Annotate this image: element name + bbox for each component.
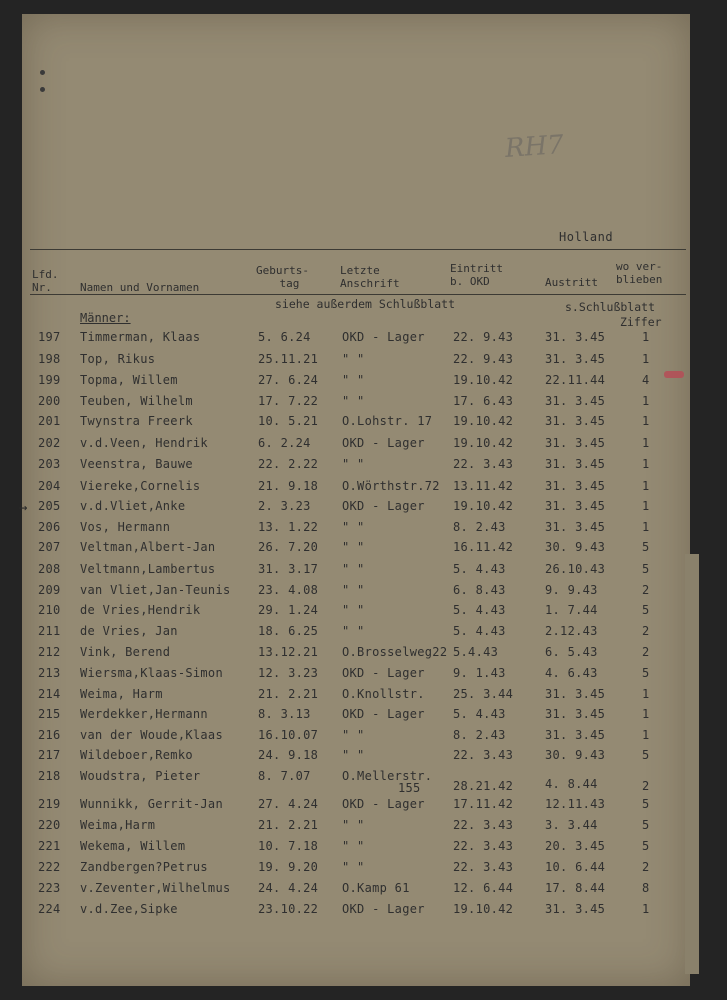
- cell-geb: 31. 3.17: [258, 562, 319, 576]
- cell-name: Weima,Harm: [80, 818, 156, 832]
- cell-ans: O.Brosselweg22: [342, 645, 448, 659]
- header-geb-line1: Geburts-: [256, 264, 309, 277]
- cell-geb: 21. 2.21: [258, 818, 319, 832]
- cell-name: de Vries, Jan: [80, 624, 178, 638]
- cell-aus: 31. 3.45: [545, 394, 606, 408]
- cell-ein: 19.10.42: [453, 373, 514, 387]
- table-row: [0, 881, 727, 901]
- cell-aus: 4. 6.43: [545, 666, 598, 680]
- archive-stamp: RH7: [504, 129, 565, 165]
- arrow-marker-icon: →: [19, 500, 28, 516]
- table-row: [0, 583, 727, 603]
- cell-geb: 27. 4.24: [258, 797, 319, 811]
- cell-aus: 6. 5.43: [545, 645, 598, 659]
- cell-ein: 8. 2.43: [453, 520, 506, 534]
- cell-ans: OKD - Lager: [342, 902, 425, 916]
- header-bottom-rule: [30, 294, 686, 295]
- cell-z: 5: [642, 603, 650, 617]
- cell-nr: 221: [38, 839, 61, 853]
- cell-nr: 205: [38, 499, 61, 513]
- cell-aus: 9. 9.43: [545, 583, 598, 597]
- cell-ein: 19.10.42: [453, 902, 514, 916]
- cell-geb: 8. 7.07: [258, 769, 311, 783]
- cell-aus: 31. 3.45: [545, 520, 606, 534]
- cell-ein: 6. 8.43: [453, 583, 506, 597]
- cell-ans: " ": [342, 562, 365, 576]
- cell-aus: 31. 3.45: [545, 457, 606, 471]
- cell-z: 2: [642, 624, 650, 638]
- cell-ans: " ": [342, 394, 365, 408]
- table-row: [0, 902, 727, 922]
- cell-ans: " ": [342, 457, 365, 471]
- table-row: [0, 860, 727, 880]
- cell-aus: 3. 3.44: [545, 818, 598, 832]
- header-geburtstag: [256, 264, 309, 290]
- cell-z: 1: [642, 520, 650, 534]
- cell-ein: 13.11.42: [453, 479, 514, 493]
- table-row: [0, 394, 727, 414]
- cell-name: van der Woude,Klaas: [80, 728, 223, 742]
- cell-ans: " ": [342, 860, 365, 874]
- red-mark: [664, 371, 684, 378]
- cell-z: 1: [642, 436, 650, 450]
- header-ans-line2: Anschrift: [340, 277, 400, 290]
- cell-nr: 216: [38, 728, 61, 742]
- country-label: Holland: [559, 230, 614, 244]
- cell-name: v.Zeventer,Wilhelmus: [80, 881, 231, 895]
- cell-nr: 197: [38, 330, 61, 344]
- cell-geb: 25.11.21: [258, 352, 319, 366]
- cell-aus: 31. 3.45: [545, 728, 606, 742]
- table-row: [0, 562, 727, 582]
- cell-nr: 198: [38, 352, 61, 366]
- table-row: [0, 373, 727, 393]
- cell-aus: 10. 6.44: [545, 860, 606, 874]
- cell-ans: OKD - Lager: [342, 707, 425, 721]
- header-name: Namen und Vornamen: [80, 281, 200, 294]
- cell-ein: 22. 3.43: [453, 457, 514, 471]
- cell-geb: 21. 9.18: [258, 479, 319, 493]
- table-row: [0, 839, 727, 859]
- cell-nr: 222: [38, 860, 61, 874]
- cell-name: Werdekker,Hermann: [80, 707, 208, 721]
- cell-z: 5: [642, 666, 650, 680]
- header-lfd: [32, 268, 59, 294]
- cell-ein: 19.10.42: [453, 436, 514, 450]
- cell-z: 1: [642, 457, 650, 471]
- table-row: [0, 330, 727, 350]
- header-geb-line2: tag: [279, 277, 300, 290]
- cell-ans: " ": [342, 818, 365, 832]
- table-row: [0, 603, 727, 623]
- cell-z: 1: [642, 414, 650, 428]
- cell-nr: 204: [38, 479, 61, 493]
- header-eintritt: [450, 262, 503, 288]
- cell-nr: 199: [38, 373, 61, 387]
- table-row: [0, 352, 727, 372]
- header-wo-verblieben: [616, 260, 662, 286]
- cell-nr: 219: [38, 797, 61, 811]
- cell-geb: 19. 9.20: [258, 860, 319, 874]
- cell-aus: 2.12.43: [545, 624, 598, 638]
- cell-z: 2: [642, 779, 650, 793]
- table-row: [0, 687, 727, 707]
- cell-ein: 5.4.43: [453, 645, 499, 659]
- header-ans-line1: Letzte: [340, 264, 380, 277]
- cell-name: Top, Rikus: [80, 352, 156, 366]
- cell-name: Wekema, Willem: [80, 839, 186, 853]
- cell-ein: 17.11.42: [453, 797, 514, 811]
- cell-geb: 2. 3.23: [258, 499, 311, 513]
- table-row: [0, 707, 727, 727]
- cell-nr: 212: [38, 645, 61, 659]
- cell-z: 5: [642, 562, 650, 576]
- cell-name: v.d.Zee,Sipke: [80, 902, 178, 916]
- cell-ans: " ": [342, 352, 365, 366]
- cell-name: Timmerman, Klaas: [80, 330, 201, 344]
- cell-nr: 200: [38, 394, 61, 408]
- cell-nr: 210: [38, 603, 61, 617]
- cell-geb: 23. 4.08: [258, 583, 319, 597]
- cell-z: 1: [642, 330, 650, 344]
- cell-z: 1: [642, 728, 650, 742]
- cell-ans: " ": [342, 540, 365, 554]
- cell-nr: 203: [38, 457, 61, 471]
- cell-ans: OKD - Lager: [342, 666, 425, 680]
- cell-aus: 31. 3.45: [545, 479, 606, 493]
- ziffer-label: Ziffer: [620, 315, 662, 329]
- cell-geb: 6. 2.24: [258, 436, 311, 450]
- cell-aus: 20. 3.45: [545, 839, 606, 853]
- cell-name: Zandbergen?Petrus: [80, 860, 208, 874]
- cell-ein: 22. 9.43: [453, 330, 514, 344]
- cell-ein: 8. 2.43: [453, 728, 506, 742]
- cell-ein: 22. 3.43: [453, 818, 514, 832]
- cell-name: Vos, Hermann: [80, 520, 171, 534]
- cell-geb: 24. 9.18: [258, 748, 319, 762]
- cell-aus: 31. 3.45: [545, 330, 606, 344]
- cell-geb: 17. 7.22: [258, 394, 319, 408]
- table-row: [0, 728, 727, 748]
- note-right: s.Schlußblatt: [565, 300, 656, 314]
- cell-geb: 24. 4.24: [258, 881, 319, 895]
- cell-z: 8: [642, 881, 650, 895]
- cell-name: v.d.Veen, Hendrik: [80, 436, 208, 450]
- cell-aus: 30. 9.43: [545, 540, 606, 554]
- cell-ans: O.Mellerstr.: [342, 769, 433, 783]
- header-wo-line1: wo ver-: [616, 260, 663, 273]
- table-row: [0, 666, 727, 686]
- cell-ein: 19.10.42: [453, 499, 514, 513]
- cell-geb: 26. 7.20: [258, 540, 319, 554]
- cell-ein: 22. 3.43: [453, 839, 514, 853]
- cell-ein: 22. 3.43: [453, 748, 514, 762]
- cell-z: 2: [642, 645, 650, 659]
- cell-name: Veltman,Albert-Jan: [80, 540, 216, 554]
- cell-nr: 214: [38, 687, 61, 701]
- cell-aus: 31. 3.45: [545, 499, 606, 513]
- cell-z: 4: [642, 373, 650, 387]
- cell-aus: 31. 3.45: [545, 352, 606, 366]
- cell-aus: 22.11.44: [545, 373, 606, 387]
- cell-name: Vink, Berend: [80, 645, 171, 659]
- cell-name: Woudstra, Pieter: [80, 769, 201, 783]
- cell-geb: 23.10.22: [258, 902, 319, 916]
- cell-name: Weima, Harm: [80, 687, 163, 701]
- cell-name: Twynstra Freerk: [80, 414, 193, 428]
- table-row: [0, 479, 727, 499]
- cell-aus: 30. 9.43: [545, 748, 606, 762]
- cell-nr: 207: [38, 540, 61, 554]
- cell-ein: 5. 4.43: [453, 707, 506, 721]
- cell-name: Wiersma,Klaas-Simon: [80, 666, 223, 680]
- table-row: [0, 540, 727, 560]
- cell-ans: " ": [342, 603, 365, 617]
- cell-nr: 220: [38, 818, 61, 832]
- cell-ein: 19.10.42: [453, 414, 514, 428]
- cell-aus: 1. 7.44: [545, 603, 598, 617]
- table-row: [0, 769, 727, 795]
- cell-ans: " ": [342, 373, 365, 387]
- cell-geb: 16.10.07: [258, 728, 319, 742]
- cell-nr: 202: [38, 436, 61, 450]
- cell-ans: O.Lohstr. 17: [342, 414, 433, 428]
- cell-ein: 9. 1.43: [453, 666, 506, 680]
- cell-nr: 208: [38, 562, 61, 576]
- cell-name: Viereke,Cornelis: [80, 479, 201, 493]
- cell-ein: 28.21.42: [453, 779, 514, 793]
- cell-z: 5: [642, 540, 650, 554]
- cell-geb: 5. 6.24: [258, 330, 311, 344]
- cell-nr: 209: [38, 583, 61, 597]
- cell-aus: 31. 3.45: [545, 414, 606, 428]
- note-schlussblatt: siehe außerdem Schlußblatt: [275, 297, 456, 311]
- cell-ein: 17. 6.43: [453, 394, 514, 408]
- table-row: [0, 499, 727, 519]
- cell-ein: 5. 4.43: [453, 603, 506, 617]
- cell-geb: 22. 2.22: [258, 457, 319, 471]
- table-row: [0, 457, 727, 477]
- cell-aus: 26.10.43: [545, 562, 606, 576]
- header-anschrift: [340, 264, 400, 290]
- cell-name: Wunnikk, Gerrit-Jan: [80, 797, 223, 811]
- cell-ein: 16.11.42: [453, 540, 514, 554]
- cell-nr: 211: [38, 624, 61, 638]
- cell-name: Veenstra, Bauwe: [80, 457, 193, 471]
- table-row: [0, 797, 727, 817]
- section-maenner: Männer:: [80, 311, 131, 325]
- cell-z: 1: [642, 352, 650, 366]
- header-wo-line2: blieben: [616, 273, 663, 286]
- cell-geb: 10. 5.21: [258, 414, 319, 428]
- header-ein-line2: b. OKD: [450, 275, 490, 288]
- cell-nr: 217: [38, 748, 61, 762]
- cell-nr: 201: [38, 414, 61, 428]
- cell-z: 5: [642, 818, 650, 832]
- cell-name: Topma, Willem: [80, 373, 178, 387]
- cell-ans: O.Wörthstr.72: [342, 479, 440, 493]
- header-ein-line1: Eintritt: [450, 262, 503, 275]
- cell-geb: 13.12.21: [258, 645, 319, 659]
- cell-aus: 31. 3.45: [545, 902, 606, 916]
- cell-nr: 213: [38, 666, 61, 680]
- cell-ein: 22. 3.43: [453, 860, 514, 874]
- cell-ans: O.Knollstr.: [342, 687, 425, 701]
- cell-aus: 17. 8.44: [545, 881, 606, 895]
- cell-z: 1: [642, 499, 650, 513]
- cell-name: de Vries,Hendrik: [80, 603, 201, 617]
- cell-ans-line2: 155: [398, 781, 421, 795]
- cell-ans: " ": [342, 624, 365, 638]
- cell-ans: " ": [342, 748, 365, 762]
- cell-name: Teuben, Wilhelm: [80, 394, 193, 408]
- cell-geb: 13. 1.22: [258, 520, 319, 534]
- cell-z: 5: [642, 748, 650, 762]
- cell-ein: 25. 3.44: [453, 687, 514, 701]
- cell-ein: 5. 4.43: [453, 562, 506, 576]
- table-row: [0, 748, 727, 768]
- table-row: [0, 414, 727, 434]
- cell-aus: 4. 8.44: [545, 777, 598, 791]
- cell-name: Wildeboer,Remko: [80, 748, 193, 762]
- cell-nr: 218: [38, 769, 61, 783]
- header-austritt: Austritt: [545, 276, 598, 289]
- cell-name: van Vliet,Jan-Teunis: [80, 583, 231, 597]
- cell-geb: 21. 2.21: [258, 687, 319, 701]
- cell-name: Veltmann,Lambertus: [80, 562, 216, 576]
- cell-ans: " ": [342, 839, 365, 853]
- cell-aus: 31. 3.45: [545, 436, 606, 450]
- cell-z: 2: [642, 860, 650, 874]
- table-row: [0, 624, 727, 644]
- cell-nr: 224: [38, 902, 61, 916]
- cell-geb: 12. 3.23: [258, 666, 319, 680]
- cell-ans: " ": [342, 728, 365, 742]
- cell-name: v.d.Vliet,Anke: [80, 499, 186, 513]
- cell-ein: 22. 9.43: [453, 352, 514, 366]
- cell-nr: 206: [38, 520, 61, 534]
- cell-ans: OKD - Lager: [342, 330, 425, 344]
- cell-nr: 215: [38, 707, 61, 721]
- cell-aus: 12.11.43: [545, 797, 606, 811]
- cell-ein: 12. 6.44: [453, 881, 514, 895]
- cell-geb: 10. 7.18: [258, 839, 319, 853]
- cell-z: 5: [642, 839, 650, 853]
- header-lfd-line1: Lfd.: [32, 268, 59, 281]
- cell-ans: " ": [342, 520, 365, 534]
- header-top-rule: [30, 249, 686, 250]
- cell-geb: 18. 6.25: [258, 624, 319, 638]
- table-row: [0, 436, 727, 456]
- cell-ein: 5. 4.43: [453, 624, 506, 638]
- table-row: [0, 520, 727, 540]
- cell-z: 1: [642, 479, 650, 493]
- cell-z: 5: [642, 797, 650, 811]
- cell-geb: 29. 1.24: [258, 603, 319, 617]
- cell-aus: 31. 3.45: [545, 707, 606, 721]
- cell-z: 1: [642, 902, 650, 916]
- cell-ans: OKD - Lager: [342, 499, 425, 513]
- table-row: [0, 645, 727, 665]
- table-row: [0, 818, 727, 838]
- header-lfd-line2: Nr.: [32, 281, 52, 294]
- cell-z: 1: [642, 707, 650, 721]
- cell-ans: OKD - Lager: [342, 436, 425, 450]
- cell-ans: OKD - Lager: [342, 797, 425, 811]
- cell-aus: 31. 3.45: [545, 687, 606, 701]
- cell-geb: 27. 6.24: [258, 373, 319, 387]
- cell-ans: O.Kamp 61: [342, 881, 410, 895]
- cell-z: 1: [642, 394, 650, 408]
- cell-geb: 8. 3.13: [258, 707, 311, 721]
- cell-z: 1: [642, 687, 650, 701]
- cell-ans: " ": [342, 583, 365, 597]
- cell-z: 2: [642, 583, 650, 597]
- cell-nr: 223: [38, 881, 61, 895]
